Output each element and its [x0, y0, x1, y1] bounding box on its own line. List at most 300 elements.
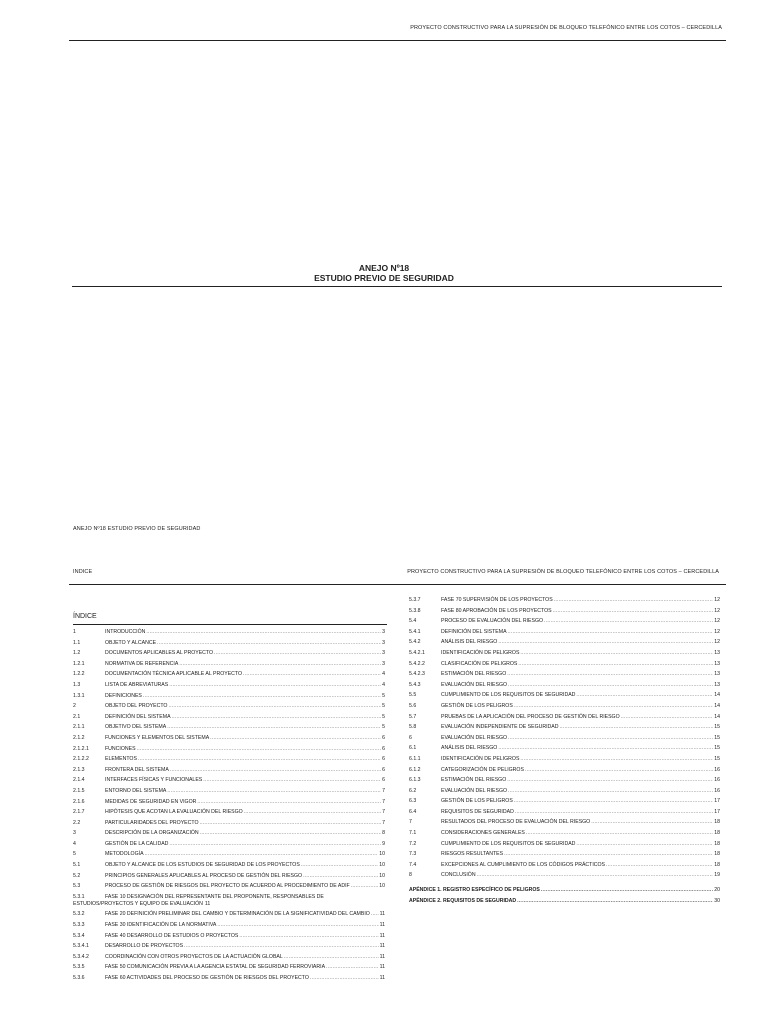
- toc-entry-page: 15: [714, 734, 720, 741]
- toc-entry-label: ENTORNO DEL SISTEMA: [105, 787, 167, 794]
- toc-entry[interactable]: [409, 870, 720, 881]
- toc-entry-page: 10: [379, 851, 385, 858]
- toc-title-rule: [73, 624, 387, 625]
- toc-entry-label: OBJETO Y ALCANCE: [105, 639, 157, 646]
- appendix-label: APÉNDICE 2. REQUISITOS DE SEGURIDAD: [409, 897, 517, 904]
- toc-entry-number: 5.4: [409, 618, 417, 625]
- toc-entry[interactable]: [409, 754, 720, 765]
- toc-entry[interactable]: [73, 828, 385, 839]
- toc-entry-page: 3: [382, 650, 385, 657]
- toc-entry-page: 5: [382, 692, 385, 699]
- toc-entry-label: PROCESO DE GESTIÓN DE RIESGOS DEL PROYECTO DE ACUERDO AL PROCEDIMIENTO DE ADIF: [105, 883, 350, 890]
- toc-entry-label: FUNCIONES: [105, 745, 136, 752]
- dot-leader: [326, 962, 379, 973]
- toc-entry-page: 5: [382, 703, 385, 710]
- toc-entry-page: 10: [379, 872, 385, 879]
- dot-leader: [514, 701, 713, 712]
- toc-entry-label: EXCEPCIONES AL CUMPLIMIENTO DE LOS CÓDIGOS PRÁCTICOS: [441, 861, 606, 868]
- toc-entry[interactable]: [409, 733, 720, 744]
- dot-leader: [591, 817, 713, 828]
- toc-entry[interactable]: [409, 743, 720, 754]
- toc-entry-page: 9: [382, 840, 385, 847]
- dot-leader: [477, 870, 714, 881]
- toc-entry-page: 16: [714, 766, 720, 773]
- toc-entry-label: METODOLOGÍA: [105, 851, 144, 858]
- toc-entry-number: 5.3.4.2: [73, 953, 89, 960]
- toc-entry-label: DESARROLLO DE PROYECTOS: [105, 943, 184, 950]
- toc-entry-number: 2: [73, 703, 76, 710]
- toc-entry-label: FASE 80 APROBACIÓN DE LOS PROYECTOS: [441, 607, 552, 614]
- toc-entry-label: MEDIDAS DE SEGURIDAD EN VIGOR: [105, 798, 197, 805]
- toc-entry-number: 1: [73, 629, 76, 635]
- toc-entry[interactable]: [73, 818, 385, 829]
- toc-entry-label: FASE 70 SUPERVISIÓN DE LOS PROYECTOS: [441, 597, 553, 603]
- toc-entry[interactable]: [73, 733, 385, 744]
- toc-entry-number: 5.3: [73, 883, 81, 890]
- dot-leader: [157, 638, 381, 649]
- dot-leader: [541, 885, 713, 896]
- toc-entry-label: FASE 40 DESARROLLO DE ESTUDIOS O PROYECTOS: [105, 932, 239, 939]
- toc-entry[interactable]: [409, 817, 720, 828]
- appendix-label: APÉNDICE 1. REGISTRO ESPECÍFICO DE PELIGROS: [409, 887, 540, 894]
- dot-leader: [520, 754, 713, 765]
- toc-entry-label: EVALUACIÓN DEL RIESGO: [441, 787, 508, 794]
- toc-entry-number: 7: [409, 819, 412, 826]
- toc-entry-label: PROCESO DE EVALUACIÓN DEL RIESGO: [441, 618, 544, 625]
- toc-entry-label: DOCUMENTACIÓN TÉCNICA APLICABLE AL PROYECTO: [105, 671, 243, 678]
- toc-entry-label: HIPÓTESIS QUE ACOTAN LA EVALUACIÓN DEL RIESGO: [105, 809, 243, 816]
- toc-entry-page: 12: [714, 618, 720, 625]
- toc-entry-page: 5: [382, 724, 385, 731]
- dot-leader: [526, 828, 713, 839]
- toc-entry-label: CATEGORIZACIÓN DE PELIGROS: [441, 766, 524, 773]
- dot-leader: [514, 796, 713, 807]
- toc-entry-page: 7: [382, 809, 385, 816]
- toc-entry-page: 14: [714, 702, 720, 709]
- toc-entry-label: GESTIÓN DE LOS PELIGROS: [441, 702, 513, 709]
- toc-entry-label: FRONTERA DEL SISTEMA: [105, 766, 169, 773]
- toc-entry-page: 15: [714, 745, 720, 752]
- appendix-page: 20: [714, 887, 720, 894]
- toc-entry-page: 16: [714, 777, 720, 784]
- toc-entry-label: LISTA DE ABREVIATURAS: [105, 681, 169, 688]
- dot-leader: [303, 871, 378, 882]
- toc-entry-number: 6.1.1: [409, 755, 421, 762]
- toc-entry-label: FASE 20 DEFINICIÓN PRELIMINAR DEL CAMBIO Y DETERMINACIÓN DE LA SIGNIFICATIVIDAD DEL CAMBIO: [105, 911, 370, 918]
- dot-leader: [553, 606, 714, 617]
- toc-entry-page: 3: [382, 629, 385, 635]
- toc-entry-number: 5.3.4.1: [73, 943, 89, 950]
- page1-header-rule: [69, 40, 726, 41]
- toc-entry-label: PRINCIPIOS GENERALES APLICABLES AL PROCESO DE GESTIÓN DEL RIESGO: [105, 872, 303, 879]
- toc-entry-page: 11: [379, 911, 385, 918]
- toc-entry-page: 18: [714, 840, 720, 847]
- toc-entry[interactable]: [73, 638, 385, 649]
- toc-entry-label: EVALUACIÓN INDEPENDIENTE DE SEGURIDAD: [441, 724, 559, 731]
- toc-entry-number: 6.3: [409, 798, 417, 805]
- toc-entry-page: 12: [714, 607, 720, 614]
- toc-entry-number: 7.4: [409, 861, 417, 868]
- toc-entry-number: 7.2: [409, 840, 417, 847]
- toc-entry[interactable]: [73, 627, 385, 638]
- dot-leader: [200, 818, 382, 829]
- toc-entry[interactable]: [409, 828, 720, 839]
- toc-entry-page: 10: [379, 883, 385, 890]
- toc-entry-label: GESTIÓN DE LA CALIDAD: [105, 840, 169, 847]
- toc-entry[interactable]: [409, 807, 720, 818]
- page2-header-rule: [69, 584, 726, 585]
- dot-leader: [498, 637, 713, 648]
- dot-leader: [167, 722, 381, 733]
- dot-leader: [197, 797, 381, 808]
- toc-entry[interactable]: [409, 796, 720, 807]
- toc-entry-label: DEFINICIÓN DEL SISTEMA: [441, 628, 507, 635]
- toc-entry-label: FUNCIONES Y ELEMENTOS DEL SISTEMA: [105, 734, 210, 741]
- dot-leader: [301, 860, 378, 871]
- toc-entry-label: COORDINACIÓN CON OTROS PROYECTOS DE LA ACTUACIÓN GLOBAL: [105, 953, 283, 960]
- toc-entry[interactable]: [73, 765, 385, 776]
- dot-leader: [244, 807, 381, 818]
- toc-entry[interactable]: [409, 786, 720, 797]
- toc-entry[interactable]: [409, 616, 720, 627]
- toc-entry-number: 2.1.1: [73, 724, 85, 731]
- toc-entry-number: 5.7: [409, 713, 417, 720]
- toc-entry[interactable]: [73, 797, 385, 808]
- dot-leader: [310, 973, 379, 984]
- toc-entry-number: 2.1.5: [73, 787, 85, 794]
- appendix-entry[interactable]: [409, 896, 720, 907]
- toc-entry[interactable]: [73, 909, 385, 920]
- toc-entry-number: 1.2.2: [73, 671, 85, 678]
- dot-leader: [517, 896, 713, 907]
- toc-entry-page: 14: [714, 713, 720, 720]
- dot-leader: [167, 786, 381, 797]
- toc-entry[interactable]: [73, 807, 385, 818]
- dot-leader: [172, 712, 382, 723]
- toc-entry-page: 12: [714, 597, 720, 603]
- dot-leader: [554, 595, 714, 606]
- toc-entry-page: 18: [714, 861, 720, 868]
- toc-entry[interactable]: [73, 680, 385, 691]
- toc-entry-page: 6: [382, 745, 385, 752]
- toc-entry-label: RIESGOS RESULTANTES: [441, 851, 504, 858]
- toc-entry-number: 4: [73, 840, 76, 847]
- toc-entry[interactable]: [409, 712, 720, 723]
- page2-header-left: INDICE: [73, 569, 93, 575]
- toc-entry-label: DOCUMENTOS APLICABLES AL PROYECTO: [105, 650, 214, 657]
- toc-entry-page: 3: [382, 660, 385, 667]
- page1-header: PROYECTO CONSTRUCTIVO PARA LA SUPRESIÓN DE BLOQUEO TELEFÓNICO ENTRE LOS COTOS – CERCEDILLA: [410, 25, 722, 31]
- toc-entry-label: OBJETO DEL PROYECTO: [105, 703, 168, 710]
- toc-entry-number: 1.2: [73, 650, 81, 657]
- toc-entry-page: 13: [714, 681, 720, 688]
- dot-leader: [621, 712, 714, 723]
- annex-subtitle: ESTUDIO PREVIO DE SEGURIDAD: [314, 273, 454, 283]
- dot-leader: [508, 627, 714, 638]
- dot-leader: [508, 786, 713, 797]
- dot-leader: [200, 828, 381, 839]
- toc-entry-page: 11: [379, 943, 385, 950]
- toc-entry-page: 4: [382, 681, 385, 688]
- toc-entry-number: 2.1.3: [73, 766, 85, 773]
- toc-entry-number: 5.8: [409, 724, 417, 731]
- toc-entry-number: 6.4: [409, 808, 417, 815]
- dot-leader: [169, 680, 381, 691]
- toc-entry[interactable]: [73, 754, 385, 765]
- toc-title: ÍNDICE: [73, 613, 97, 620]
- toc-entry-page: 12: [714, 628, 720, 635]
- toc-entry[interactable]: [73, 669, 385, 680]
- page1-footer: ANEJO Nº18 ESTUDIO PREVIO DE SEGURIDAD: [73, 526, 201, 532]
- toc-entry-label: REQUISITOS DE SEGURIDAD: [441, 808, 514, 815]
- toc-entry[interactable]: [409, 839, 720, 850]
- toc-entry[interactable]: [409, 669, 720, 680]
- toc-entry-number: 2.1.2.2: [73, 756, 89, 763]
- toc-entry-number: 5.3.5: [73, 964, 85, 971]
- toc-entry[interactable]: [73, 860, 385, 871]
- dot-leader: [214, 648, 381, 659]
- toc-entry-page: 12: [714, 639, 720, 646]
- toc-entry-page: 11: [379, 964, 385, 971]
- toc-entry[interactable]: [73, 701, 385, 712]
- toc-entry-number: 5.3.8: [409, 607, 421, 614]
- toc-entry-label: CLASIFICACIÓN DE PELIGROS: [441, 660, 518, 667]
- toc-entry[interactable]: [409, 680, 720, 691]
- dot-leader: [143, 691, 381, 702]
- toc-entry[interactable]: [73, 659, 385, 670]
- toc-entry-label: GESTIÓN DE LOS PELIGROS: [441, 798, 513, 805]
- toc-entry-number: 5.4.3: [409, 681, 421, 688]
- dot-leader: [606, 860, 713, 871]
- toc-entry-number: 5.3.4: [73, 932, 85, 939]
- toc-entry-number: 1.3: [73, 681, 81, 688]
- toc-entry-label: CUMPLIMIENTO DE LOS REQUISITOS DE SEGURIDAD: [441, 840, 576, 847]
- dot-leader: [507, 775, 713, 786]
- toc-entry-number: 2.1: [73, 713, 81, 720]
- dot-leader: [217, 920, 378, 931]
- toc-entry[interactable]: [73, 712, 385, 723]
- toc-entry-number: 6.2: [409, 787, 417, 794]
- dot-leader: [525, 765, 713, 776]
- toc-entry[interactable]: [409, 690, 720, 701]
- dot-leader: [203, 775, 381, 786]
- toc-entry-page: 4: [382, 671, 385, 678]
- toc-entry-number: 8: [409, 872, 412, 879]
- dot-leader: [243, 669, 381, 680]
- toc-entry-label: FASE 10 DESIGNACIÓN DEL REPRESENTANTE DEL PROPONENTE, RESPONSABLES DE ESTUDIOS/PROYECTOS Y EQUIPO DE EVALUACIÓN: [73, 893, 324, 907]
- dot-leader: [145, 849, 379, 860]
- dot-leader: [351, 881, 378, 892]
- toc-entry-number: 5.1: [73, 862, 81, 869]
- toc-entry-number: 2.1.7: [73, 809, 85, 816]
- toc-entry-label: CUMPLIMIENTO DE LOS REQUISITOS DE SEGURIDAD: [441, 692, 576, 699]
- toc-entry-label: INTRODUCCIÓN: [105, 629, 146, 635]
- dot-leader: [138, 754, 381, 765]
- toc-entry-label: DEFINICIÓN DEL SISTEMA: [105, 713, 171, 720]
- toc-entry-number: 2.1.6: [73, 798, 85, 805]
- toc-entry[interactable]: [73, 849, 385, 860]
- toc-entry-label: FASE 30 IDENTIFICACIÓN DE LA NORMATIVA: [105, 922, 217, 929]
- toc-entry-label: RESULTADOS DEL PROCESO DE EVALUACIÓN DEL RIESGO: [441, 819, 591, 826]
- toc-entry-page: 10: [379, 862, 385, 869]
- toc-entry-page: 18: [714, 851, 720, 858]
- toc-entry-label: INTERFACES FÍSICAS Y FUNCIONALES: [105, 777, 203, 784]
- toc-entry-page: 18: [714, 830, 720, 837]
- toc-entry[interactable]: [73, 775, 385, 786]
- toc-entry-number: 5.2: [73, 872, 81, 879]
- toc-entry-page: 3: [382, 639, 385, 646]
- toc-entry-number: 2.1.2: [73, 734, 85, 741]
- toc-entry[interactable]: [73, 952, 385, 963]
- page2-header-right: PROYECTO CONSTRUCTIVO PARA LA SUPRESIÓN DE BLOQUEO TELEFÓNICO ENTRE LOS COTOS – CERCEDILLA: [407, 569, 719, 575]
- dot-leader: [284, 952, 379, 963]
- toc-right-column: [409, 595, 720, 906]
- toc-entry[interactable]: [73, 691, 385, 702]
- dot-leader: [239, 931, 378, 942]
- toc-entry[interactable]: [409, 659, 720, 670]
- toc-entry-number: 5: [73, 851, 76, 858]
- toc-entry-number: 1.2.1: [73, 660, 85, 667]
- toc-entry[interactable]: [409, 849, 720, 860]
- toc-entry-page: 17: [714, 808, 720, 815]
- appendix-page: 30: [714, 897, 720, 904]
- toc-entry-page: 13: [714, 671, 720, 678]
- toc-entry-label: CONCLUSIÓN: [441, 872, 476, 879]
- toc-entry-number: 5.4.2.2: [409, 660, 425, 667]
- dot-leader: [137, 744, 382, 755]
- toc-entry[interactable]: [73, 941, 385, 952]
- dot-leader: [576, 690, 713, 701]
- toc-entry-label: EVALUACIÓN DEL RIESGO: [441, 681, 508, 688]
- toc-entry-label: IDENTIFICACIÓN DE PELIGROS: [441, 755, 520, 762]
- toc-entry-page: 7: [382, 798, 385, 805]
- toc-entry-label: ESTIMACIÓN DEL RIESGO: [441, 671, 507, 678]
- dot-leader: [498, 743, 713, 754]
- toc-entry[interactable]: [73, 744, 385, 755]
- toc-entry-page: 17: [714, 798, 720, 805]
- dot-leader: [544, 616, 713, 627]
- toc-entry-number: 6.1.2: [409, 766, 421, 773]
- toc-entry-number: 5.4.1: [409, 628, 421, 635]
- toc-entry-page: 5: [382, 713, 385, 720]
- toc-entry-number: 5.3.6: [73, 975, 85, 981]
- toc-entry[interactable]: [409, 648, 720, 659]
- appendix-entry[interactable]: [409, 885, 720, 896]
- toc-entry-label: PRUEBAS DE LA APLICACIÓN DEL PROCESO DE GESTIÓN DEL RIESGO: [441, 713, 620, 720]
- toc-entry-number: 5.6: [409, 702, 417, 709]
- toc-entry[interactable]: [73, 722, 385, 733]
- dot-leader: [520, 648, 713, 659]
- toc-entry[interactable]: [73, 648, 385, 659]
- toc-entry-number: 6.1: [409, 745, 417, 752]
- toc-entry-number: 5.3.1: [73, 893, 85, 900]
- dot-leader: [515, 807, 713, 818]
- toc-entry[interactable]: [73, 973, 385, 984]
- toc-entry[interactable]: [73, 920, 385, 931]
- toc-entry[interactable]: [73, 892, 385, 910]
- toc-entry-label: FASE 60 ACTIVIDADES DEL PROCESO DE GESTIÓN DE RIESGOS DEL PROYECTO: [105, 975, 309, 981]
- dot-leader: [210, 733, 381, 744]
- toc-entry-number: 2.1.2.1: [73, 745, 89, 752]
- toc-entry-page: 7: [382, 787, 385, 794]
- toc-entry[interactable]: [409, 701, 720, 712]
- toc-entry[interactable]: [409, 606, 720, 617]
- dot-leader: [146, 627, 381, 638]
- toc-entry[interactable]: [409, 775, 720, 786]
- toc-entry[interactable]: [409, 722, 720, 733]
- toc-entry-label: ANÁLISIS DEL RIESGO: [441, 639, 498, 646]
- toc-entry-label: ANÁLISIS DEL RIESGO: [441, 745, 498, 752]
- toc-entry-page: 11: [379, 953, 385, 960]
- toc-entry[interactable]: [409, 627, 720, 638]
- toc-entry-label: OBJETIVO DEL SISTEMA: [105, 724, 167, 731]
- toc-entry-page: 8: [382, 830, 385, 837]
- toc-entry[interactable]: [409, 860, 720, 871]
- dot-leader: [507, 669, 713, 680]
- toc-entry-page: 13: [714, 649, 720, 656]
- toc-entry-number: 5.3.2: [73, 911, 85, 918]
- toc-entry[interactable]: [73, 962, 385, 973]
- dot-leader: [518, 659, 713, 670]
- dot-leader: [169, 839, 381, 850]
- toc-entry-number: 5.4.2.1: [409, 649, 425, 656]
- toc-entry-label: DEFINICIONES: [105, 692, 142, 699]
- toc-entry-page: 6: [382, 766, 385, 773]
- annex-title: ANEJO Nº18: [358, 263, 410, 273]
- toc-entry-label: ESTIMACIÓN DEL RIESGO: [441, 777, 507, 784]
- toc-entry[interactable]: [409, 765, 720, 776]
- dot-leader: [560, 722, 714, 733]
- dot-leader: [179, 659, 381, 670]
- toc-entry-label: EVALUACIÓN DEL RIESGO: [441, 734, 508, 741]
- toc-entry-number: 5.5: [409, 692, 417, 699]
- dot-leader: [168, 701, 381, 712]
- dot-leader: [508, 733, 713, 744]
- toc-entry-page: 11: [379, 975, 385, 981]
- toc-entry-number: 1.3.1: [73, 692, 85, 699]
- toc-entry-label: CONSIDERACIONES GENERALES: [441, 830, 525, 837]
- toc-entry-page: 13: [714, 660, 720, 667]
- toc-entry[interactable]: [73, 839, 385, 850]
- toc-entry-label: FASE 50 COMUNICACIÓN PREVIA A LA AGENCIA ESTATAL DE SEGURIDAD FERROVIARIA: [105, 964, 326, 971]
- toc-entry[interactable]: [73, 786, 385, 797]
- toc-entry-number: 7.1: [409, 830, 417, 837]
- toc-entry-page: 7: [382, 819, 385, 826]
- toc-entry-page: 11: [379, 922, 385, 929]
- toc-entry-page: 15: [714, 755, 720, 762]
- toc-entry-page: 6: [382, 734, 385, 741]
- toc-entry[interactable]: [73, 871, 385, 882]
- toc-entry-page: 11: [204, 900, 211, 907]
- toc-entry-page: 15: [714, 724, 720, 731]
- toc-entry-label: ELEMENTOS: [105, 756, 137, 763]
- toc-entry-number: 6: [409, 734, 412, 741]
- toc-left-column: [73, 627, 385, 984]
- dot-leader: [504, 849, 713, 860]
- toc-entry-number: 5.4.2: [409, 639, 421, 646]
- toc-entry-page: 11: [379, 932, 385, 939]
- toc-entry[interactable]: [409, 637, 720, 648]
- toc-entry-page: 14: [714, 692, 720, 699]
- toc-entry[interactable]: [409, 595, 720, 606]
- toc-entry[interactable]: [73, 881, 385, 892]
- toc-entry-page: 16: [714, 787, 720, 794]
- toc-entry-label: DESCRIPCIÓN DE LA ORGANIZACIÓN: [105, 830, 199, 837]
- toc-entry[interactable]: [73, 931, 385, 942]
- toc-entry-label: NORMATIVA DE REFERENCIA: [105, 660, 179, 667]
- toc-entry-number: 6.1.3: [409, 777, 421, 784]
- toc-entry-number: 2.2: [73, 819, 81, 826]
